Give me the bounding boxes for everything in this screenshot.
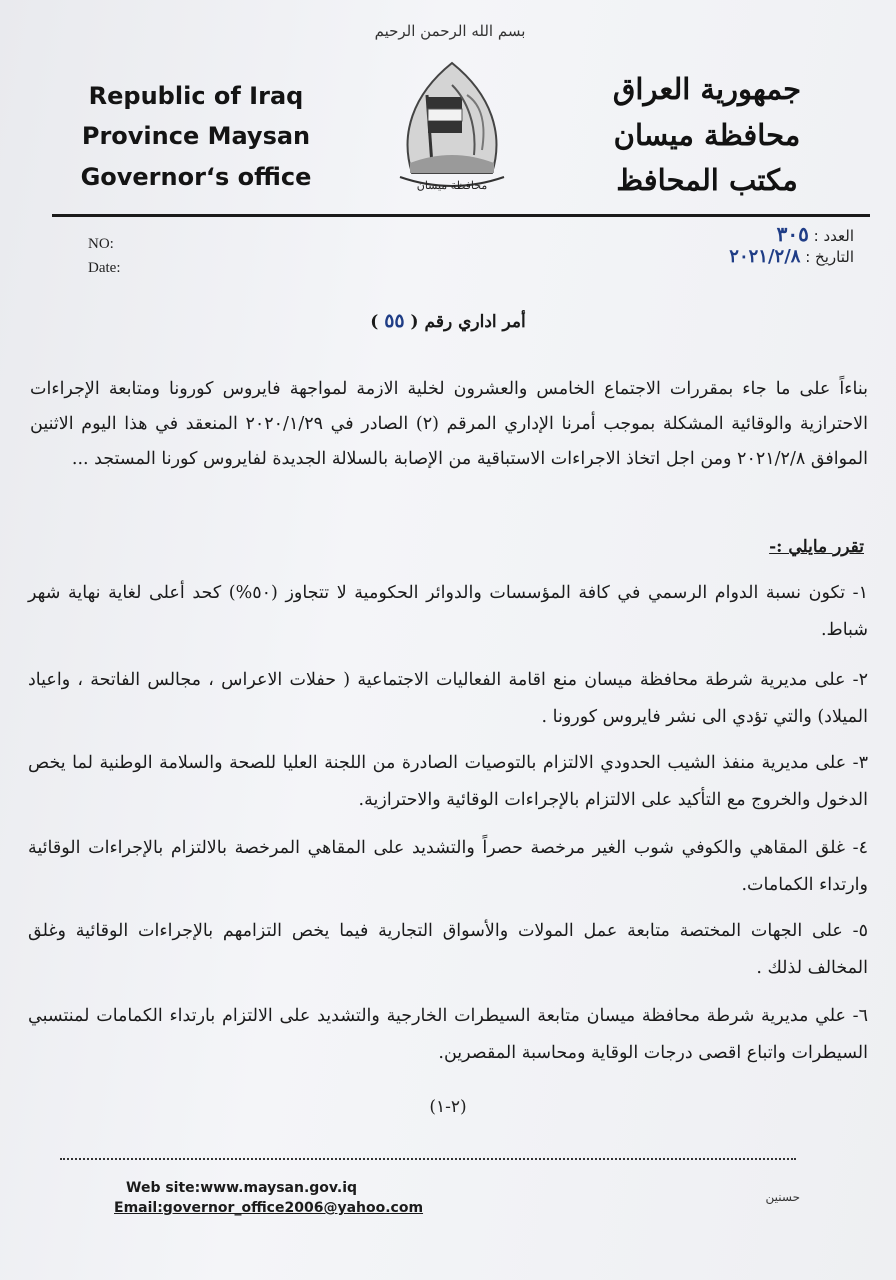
date-label-en: Date: (88, 260, 121, 276)
number-value: ٣٠٥ (776, 222, 809, 246)
date-label-ar: التاريخ : (805, 248, 854, 266)
typist-initials: حسنين (765, 1190, 800, 1204)
header-en-province: Province Maysan (81, 122, 311, 150)
preamble-paragraph: بناءاً على ما جاء بمقررات الاجتماع الخامس والعشرون لخلية الازمة لمواجهة فايروس كورونا ومتابعة الإجراءات الاحترازية والوقائية المشكلة بموجب أمرنا الإداري المرقم (٢) الصادر في ٢٠٢٠/١/٢٩ المنعقد في هذا اليوم الاثنين الموافق ٢٠٢١/٢/٨ ومن اجل اتخاذ الاجراءات الاستباقية من الإصابة بالسلالة الجديدة لفايروس كورنا المستجد ... (30, 379, 869, 469)
order-number: ٥٥ (384, 310, 405, 332)
footer-website[interactable]: Web site:www.maysan.gov.iq (126, 1180, 358, 1196)
decision-item: ٤- غلق المقاهي والكوفي شوب الغير مرخصة حصراً والتشديد على المقاهي المرخصة بالالتزام بالإجراءات الوقائية وارتداء الكمامات. (28, 838, 868, 895)
header-en-country: Republic of Iraq (88, 82, 304, 110)
decision-item: ٢- على مديرية شرطة محافظة ميسان منع اقامة الفعاليات الاجتماعية ( حفلات الاعراس ، مجالس الفاتحة ، واعياد الميلاد) والتي تؤدي الى نشر فايروس كورونا . (28, 670, 868, 727)
decision-item: ٦- علي مديرية شرطة محافظة ميسان متابعة السيطرات الخارجية والتشديد على الالتزام بارتداء الكمامات لمنتسبي السيطرات واتباع اقصى درجات الوقاية ومحاسبة المقصرين. (28, 1006, 868, 1063)
emblem-caption: محافظة ميسان (416, 179, 488, 192)
date-field-ar (729, 246, 854, 267)
order-title-text: أمر اداري رقم ( (410, 312, 526, 332)
number-field-ar (777, 222, 854, 246)
number-label-ar: العدد : (813, 227, 854, 245)
decision-heading: تقرر مايلي :- (769, 537, 864, 557)
header-divider (52, 214, 870, 217)
number-label-en: NO: (88, 236, 114, 252)
page-number: (٢-١) (429, 1097, 467, 1117)
order-title-close: ) (370, 312, 379, 332)
footer-divider (60, 1158, 796, 1160)
header-ar-province: محافظة ميسان (613, 118, 801, 152)
footer-email[interactable]: Email:governor_office2006@yahoo.com (114, 1200, 424, 1216)
decision-item: ٣- على مديرية منفذ الشيب الحدودي الالتزام بالتوصيات الصادرة من اللجنة العليا للصحة والسلامة الوطنية لما يخص الدخول والخروج مع التأكيد على الالتزام بالإجراءات الوقائية والاحترازية. (28, 753, 868, 810)
order-title (0, 310, 896, 332)
province-emblem-logo (382, 55, 522, 205)
decision-item: ١- تكون نسبة الدوام الرسمي في كافة المؤسسات والدوائر الحكومية لا تتجاوز (٥٠%) كحد أعلى لغاية نهاية شهر شباط. (28, 583, 868, 640)
basmala: بسم الله الرحمن الرحيم (374, 22, 526, 40)
date-value: ٢٠٢١/٢/٨ (729, 246, 801, 267)
header-ar-country: جمهورية العراق (612, 72, 802, 106)
header-ar-office: مكتب المحافظ (616, 163, 798, 197)
decision-item: ٥- على الجهات المختصة متابعة عمل المولات والأسواق التجارية فيما يخص التزامهم بالإجراءات الوقائية وغلق المخالف لذلك . (28, 921, 868, 978)
header-en-office: Governor‘s office (80, 163, 312, 191)
